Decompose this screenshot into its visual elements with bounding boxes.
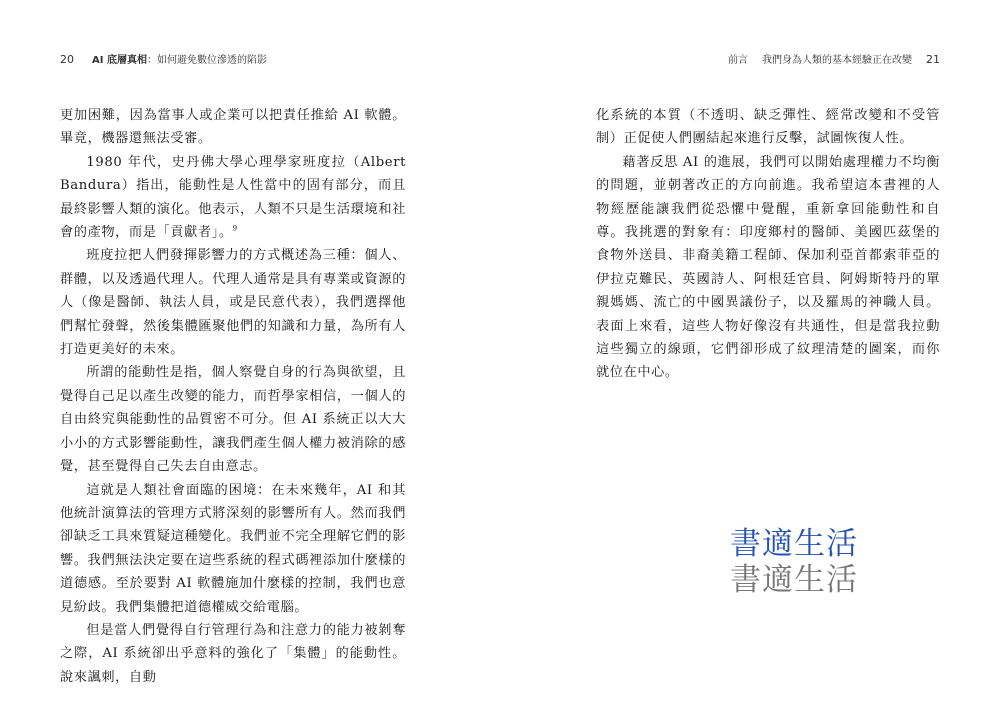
watermark-line-blue: 書適生活 (730, 526, 858, 562)
left-body-text (60, 104, 406, 689)
paragraph: 化系統的本質（不透明、缺乏彈性、經常改變和不受管制）正促使人們團結起來進行反擊，試圖恢復人性。 (596, 108, 940, 147)
paragraph: 班度拉把人們發揮影響力的方式概述為三種：個人、群體，以及透過代理人。代理人通常是具有專業或資源的人（像是醫師、執法人員，或是民意代表），我們選擇他們幫忙發聲，然後集體匯聚他們的知識和力量，為所有人打造更美好的未來。 (60, 248, 406, 358)
paragraph: 所謂的能動性是指，個人察覺自身的行為與欲望，且覺得自己足以產生改變的能力，而哲學家相信，一個人的自由終究與能動性的品質密不可分。但 AI 系統正以大大小小的方式影響能動性，讓我們產生個人權力被消除的感覺，甚至覺得自己失去自由意志。 (60, 365, 406, 475)
watermark-line-gray: 書適生活 (730, 562, 858, 598)
page-number: 20 (60, 53, 74, 66)
paragraph: 但是當人們覺得自行管理行為和注意力的能力被剝奪之際，AI 系統卻出乎意料的強化了「集體」的能動性。說來諷刺，自動 (60, 622, 406, 685)
section-title: 我們身為人類的基本經驗正在改變 (762, 55, 912, 66)
page-number: 21 (926, 53, 940, 66)
footnote-mark: 9 (232, 224, 238, 233)
left-running-header (60, 51, 267, 66)
publisher-watermark (730, 526, 858, 598)
paragraph: 這就是人類社會面臨的困境：在未來幾年，AI 和其他統計演算法的管理方式將深刻的影響所有人。然而我們卻缺乏工具來質疑這種變化。我們並不完全理解它們的影響。我們無法決定要在這些系統的程式碼裡添加什麼樣的道德感。至於要對 AI 軟體施加什麼樣的控制，我們也意見紛歧。我們集體把道德權威交給電腦。 (60, 482, 406, 615)
section-label: 前言 (728, 55, 748, 66)
right-page (500, 0, 1000, 707)
right-body-text (596, 104, 940, 385)
paragraph: 更加困難，因為當事人或企業可以把責任推給 AI 軟體。畢竟，機器還無法受審。 (60, 108, 406, 147)
paragraph: 1980 年代，史丹佛大學心理學家班度拉（Albert Bandura）指出，能動性是人性當中的固有部分，而且最終影響人類的演化。他表示，人類不只是生活環境和社會的產物，而是「貢獻者」。$^9$ (60, 154, 406, 241)
paragraph: 藉著反思 AI 的進展，我們可以開始處理權力不均衡的問題，並朝著改正的方向前進。我希望這本書裡的人物經歷能讓我們從恐懼中覺醒，重新拿回能動性和自尊。我挑選的對象有：印度鄉村的醫師、美國匹茲堡的食物外送員、非裔美籍工程師、保加利亞首都索菲亞的伊拉克難民、英國詩人、阿根廷官員、阿姆斯特丹的單親媽媽、流亡的中國異議份子，以及羅馬的神職人員。表面上來看，這些人物好像沒有共通性，但是當我拉動這些獨立的線頭，它們卻形成了紋理清楚的圖案，而你就位在中心。 (596, 154, 940, 381)
book-title: AI 底層真相 (92, 55, 147, 66)
right-running-header (728, 51, 940, 66)
book-subtitle: ：如何避免數位滲透的陷影 (146, 55, 267, 66)
